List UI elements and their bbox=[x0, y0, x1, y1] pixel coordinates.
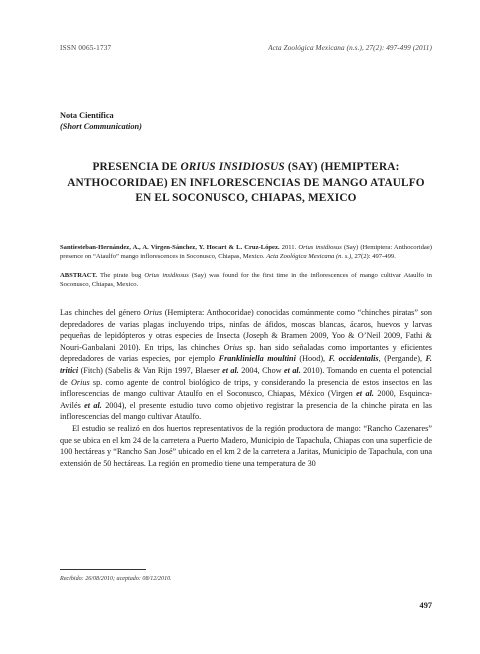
body-text bbox=[60, 307, 432, 469]
genus-name: Orius bbox=[143, 308, 163, 317]
page-number: 497 bbox=[419, 601, 432, 610]
abstract bbox=[60, 271, 432, 289]
citation-year: 2011. bbox=[279, 244, 299, 251]
title-part-1: PRESENCIA DE bbox=[92, 161, 181, 173]
citation-species: Orius insidiosus bbox=[298, 244, 342, 251]
abstract-text-1: The pirate bug bbox=[97, 272, 145, 279]
citation bbox=[60, 243, 432, 261]
p1-segment: (Hemiptera: Anthocoridae) conocidas comúnmente como “chinches piratas” son depredadores de varias plagas incluyendo trips, ninfas de áfidos, moscas blancas, ácaros, huevos y larvas pequeñas de lepidópteros y otras especies de Insecta (Joseph & Bramen 2009, Yoo & O’Neil 2009, Fathi & Nouri-Ganbalani 2010). En trips, las chinches bbox=[60, 308, 432, 352]
title-part-2: (SAY) (HEMIPTERA: ANTHOCORIDAE) EN INFLORESCENCIAS DE MANGO ATAULFO EN EL SOCONUSCO, CHIAPAS, MEXICO bbox=[67, 161, 425, 204]
p1-segment: 2000, Esquinca-Avilés bbox=[60, 389, 433, 410]
p1-segment: Las chinches del género bbox=[60, 308, 144, 317]
p1-segment: (Hood), bbox=[295, 354, 329, 364]
p1-segment: sp. como agente de control biológico de trips, y considerando la presencia de estos insectos en las inflorescencias de mango cultivar Ataulfo en el Soconusco, Chiapas, México (Virgen bbox=[60, 377, 432, 399]
title-species: ORIUS INSIDIOSUS bbox=[180, 161, 285, 173]
p1-segment: 2004), el presente estudio tuvo como objetivo registrar la presencia de la chinche pirata en las inflorescencias del mango cultivar Ataulfo. bbox=[60, 400, 432, 422]
paragraph-1 bbox=[60, 307, 432, 423]
species-name: F. tritici bbox=[60, 354, 432, 375]
issn: ISSN 0065-1737 bbox=[60, 44, 112, 52]
abstract-text-2: (Say) was found for the first time in the inflorescences of mango cultivar Ataulfo in Soconusco, Chiapas, Mexico. bbox=[60, 272, 432, 289]
genus-name: Orius bbox=[223, 342, 243, 352]
et-al: et al. bbox=[356, 389, 374, 399]
footnote-dates: Recibido: 26/08/2010; aceptado: 08/12/2010. bbox=[60, 576, 172, 582]
species-name: F. occidentalis bbox=[328, 354, 379, 364]
p1-segment: sp. han sido señaladas como importantes y eficientes depredadores de varias especies, por ejemplo bbox=[60, 342, 432, 364]
citation-authors: Santiesteban-Hernández, A., A. Virgen-Sánchez, Y. Hocart & L. Cruz-López. bbox=[60, 244, 280, 251]
section-heading bbox=[60, 110, 142, 132]
p1-segment: 2004, Chow bbox=[238, 365, 285, 375]
species-name: Frankliniella moultini bbox=[218, 354, 296, 364]
section-sublabel: (Short Communication) bbox=[60, 122, 142, 131]
et-al: et al. bbox=[222, 365, 239, 375]
journal-citation: Acta Zoológica Mexicana (n.s.), 27(2): 497-499 (2011) bbox=[268, 44, 432, 52]
abstract-label: ABSTRACT. bbox=[60, 272, 98, 279]
section-label: Nota Científica bbox=[60, 111, 114, 120]
abstract-species: Orius insidiosus bbox=[144, 272, 189, 279]
genus-name: Orius bbox=[71, 377, 90, 387]
p1-segment: 2010). Tomando en cuenta el potencial de bbox=[60, 365, 432, 387]
citation-journal: Acta Zoológica Mexicana (n. s.) bbox=[266, 253, 352, 261]
p1-segment: , (Pergande), bbox=[378, 354, 426, 364]
running-head bbox=[60, 44, 432, 56]
article-title bbox=[60, 160, 432, 207]
paragraph-2: El estudio se realizó en dos huertos representativos de la región productora de mango: “Rancho Cazenares” que se ubica en el km 24 de la carretera a Puerto Madero, Municipio de Tapachula, Chiapas con una superficie de 100 hectáreas y “Rancho San José” ubicado en el km 2 de la carretera a Jaritas, Municipio de Tapachula, con una extensión de 50 hectáreas. La región en promedio tiene una temperatura de 30 bbox=[60, 423, 432, 468]
p1-segment: (Fitch) (Sabelis & Van Rijn 1997, Blaeser bbox=[78, 365, 223, 375]
et-al: et al. bbox=[284, 365, 301, 375]
citation-text-1: (Say) (Hemiptera: Anthocoridae) presence on “Ataulfo” mango inflorescences in Soconusco, Chiapas, Mexico. bbox=[60, 244, 432, 261]
et-al: et al. bbox=[84, 400, 102, 410]
footnote-divider bbox=[60, 569, 146, 570]
citation-text-2: , 27(2): 497-499. bbox=[351, 253, 396, 261]
